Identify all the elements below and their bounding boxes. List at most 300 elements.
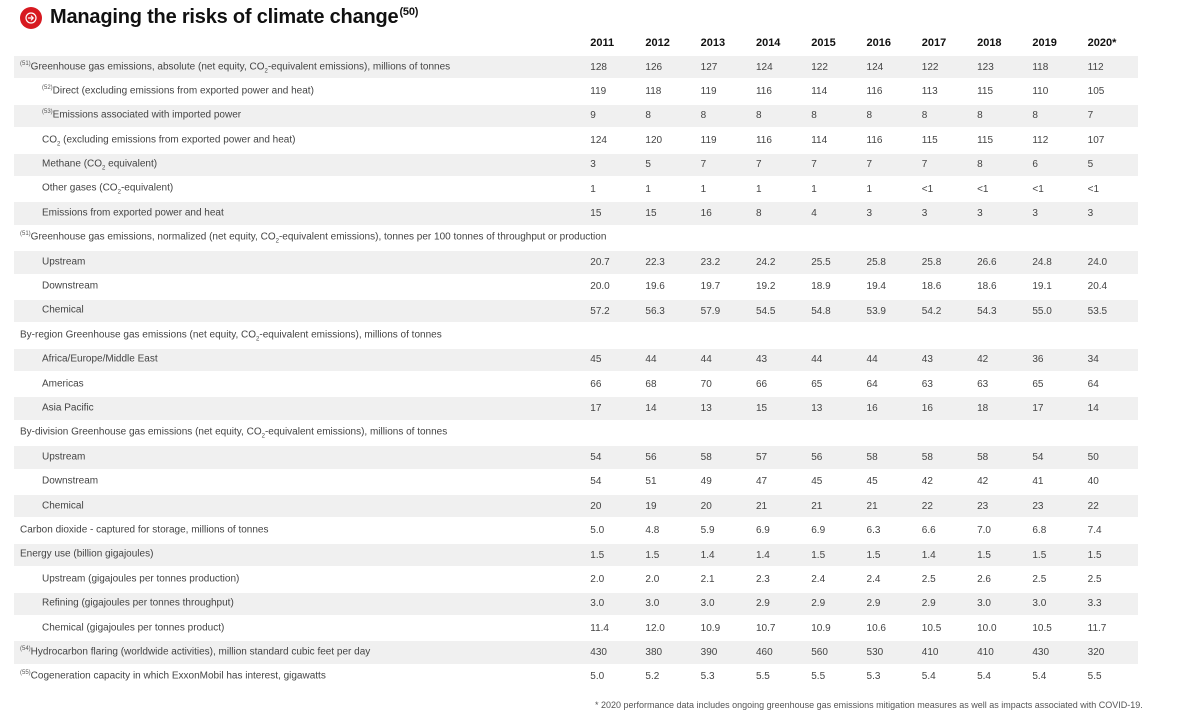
value-cell: 16 <box>916 397 971 419</box>
value-cell: 51 <box>645 476 657 488</box>
value-cell: 54 <box>1026 446 1081 468</box>
label-subscript: 2 <box>264 67 268 74</box>
label-subscript: 2 <box>275 238 279 245</box>
value-cell: 19 <box>639 495 694 517</box>
value-cell: 8 <box>750 105 805 127</box>
value-cell: 13 <box>695 397 750 419</box>
value-cell: 5 <box>1082 154 1138 176</box>
value-cell: 20 <box>695 495 750 517</box>
value-cell: 20 <box>584 495 639 517</box>
table-row <box>14 446 1138 468</box>
row-label <box>14 446 584 468</box>
value-cell: 3 <box>916 202 971 224</box>
footnote-ref: (51) <box>20 60 31 67</box>
value-cell: 114 <box>811 86 828 98</box>
value-cell: 21 <box>805 495 860 517</box>
row-label <box>14 105 584 127</box>
table-row <box>14 666 1138 688</box>
value-cell: 1 <box>700 183 707 195</box>
value-cell: 58 <box>695 446 750 468</box>
value-cell: 115 <box>921 134 938 146</box>
value-cell: 110 <box>1032 86 1049 98</box>
value-cell: 23.2 <box>695 251 750 273</box>
value-cell: 6 <box>1026 154 1081 176</box>
footnote-ref: (53) <box>42 109 53 116</box>
value-cell: 34 <box>1082 349 1138 371</box>
value-cell: 24.0 <box>1082 251 1138 273</box>
value-cell: 5.3 <box>700 671 715 683</box>
value-cell: 7 <box>861 154 916 176</box>
value-cell: 2.4 <box>866 573 881 585</box>
row-label <box>14 373 584 395</box>
value-cell: 66 <box>755 378 768 390</box>
value-cell: 5.5 <box>1087 671 1102 683</box>
year-header: 2013 <box>700 37 726 49</box>
value-cell: 23 <box>971 495 1026 517</box>
value-cell: 54 <box>584 446 639 468</box>
value-cell: 1.5 <box>971 544 1026 566</box>
value-cell: 5.9 <box>700 525 715 537</box>
value-cell: 2.9 <box>750 593 805 615</box>
value-cell: 23 <box>1026 495 1081 517</box>
value-cell: 2.5 <box>1032 573 1047 585</box>
row-label <box>14 666 584 688</box>
value-cell: 10.9 <box>811 622 831 634</box>
value-cell: 5.2 <box>645 671 660 683</box>
table-row <box>14 56 1138 78</box>
value-cell: 54.5 <box>750 300 805 322</box>
label-text-suffix: -equivalent) <box>120 182 174 194</box>
value-cell: 3 <box>861 202 916 224</box>
value-cell: 19.2 <box>755 281 776 293</box>
value-cell: 7 <box>916 154 971 176</box>
value-cell: 36 <box>1026 349 1081 371</box>
value-cell: 7 <box>695 154 750 176</box>
value-cell: 118 <box>1026 56 1081 78</box>
value-cell: 25.8 <box>916 251 971 273</box>
value-cell: 13 <box>805 397 860 419</box>
value-cell: 10.0 <box>977 622 997 634</box>
value-cell: 68 <box>645 378 657 390</box>
table-row <box>14 227 1138 249</box>
row-label <box>14 227 1138 249</box>
label-text: CO <box>42 134 57 146</box>
value-cell: 3 <box>1082 202 1138 224</box>
value-cell: 1 <box>755 183 762 195</box>
value-cell: 115 <box>977 86 994 98</box>
value-cell: 42 <box>921 476 933 488</box>
value-cell: 3.0 <box>695 593 750 615</box>
row-label <box>14 324 1138 346</box>
year-header: 2012 <box>645 37 670 49</box>
label-text-suffix: equivalent) <box>105 158 158 170</box>
value-cell: 3.3 <box>1082 593 1138 615</box>
label-text: Asia Pacific <box>42 402 94 414</box>
label-text: Upstream <box>42 255 86 267</box>
value-cell: 107 <box>1087 134 1105 146</box>
value-cell: 41 <box>1032 476 1044 488</box>
label-text: Emissions from exported power and heat <box>42 207 224 219</box>
value-cell: 58 <box>861 446 916 468</box>
value-cell: 21 <box>861 495 916 517</box>
value-cell: 22 <box>1082 495 1138 517</box>
value-cell: 7.0 <box>977 525 991 537</box>
value-cell: 6.8 <box>1032 525 1047 537</box>
value-cell: 124 <box>590 134 607 146</box>
value-cell: 105 <box>1087 86 1105 98</box>
row-label <box>14 641 584 663</box>
value-cell: 1.4 <box>750 544 805 566</box>
value-cell: 560 <box>805 641 860 663</box>
table-row <box>14 276 1138 298</box>
value-cell: 2.5 <box>921 573 936 585</box>
value-cell: <1 <box>1087 183 1100 195</box>
value-cell: 5.0 <box>590 525 605 537</box>
value-cell: 6.6 <box>921 525 936 537</box>
value-cell: 118 <box>645 86 662 98</box>
table-row <box>14 373 1138 395</box>
value-cell: 5.5 <box>811 671 826 683</box>
label-subscript: 2 <box>57 141 61 148</box>
value-cell: 7 <box>805 154 860 176</box>
value-cell: 7 <box>1082 105 1138 127</box>
label-text-suffix: (excluding emissions from exported power and heat) <box>60 134 296 146</box>
value-cell: 113 <box>921 86 938 98</box>
table-row <box>14 349 1138 371</box>
value-cell: 2.1 <box>700 573 715 585</box>
year-header: 2019 <box>1032 37 1057 49</box>
value-cell: 119 <box>700 134 717 146</box>
value-cell: 10.6 <box>866 622 886 634</box>
value-cell: 20.7 <box>584 251 639 273</box>
value-cell: 320 <box>1082 641 1138 663</box>
value-cell: 45 <box>811 476 823 488</box>
row-label <box>14 154 584 176</box>
table-row <box>14 300 1138 322</box>
value-cell: 19.1 <box>1032 281 1052 293</box>
value-cell: 53.9 <box>861 300 916 322</box>
value-cell: 54.8 <box>805 300 860 322</box>
label-subscript: 2 <box>102 165 106 172</box>
value-cell: 1 <box>811 183 817 195</box>
footnote-ref: (54) <box>20 645 31 652</box>
value-cell: <1 <box>1032 183 1044 195</box>
value-cell: 14 <box>1082 397 1138 419</box>
row-label <box>14 349 584 371</box>
label-text: Cogeneration capacity in which ExxonMobil has interest, gigawatts <box>30 670 326 682</box>
value-cell: 64 <box>866 378 878 390</box>
value-cell: 49 <box>700 476 712 488</box>
value-cell: 5.4 <box>921 671 936 683</box>
value-cell: 114 <box>811 134 828 146</box>
value-cell: 19.4 <box>866 281 886 293</box>
value-cell: 8 <box>750 202 805 224</box>
value-cell: 54.3 <box>971 300 1026 322</box>
table-row <box>14 154 1138 176</box>
value-cell: 22.3 <box>639 251 694 273</box>
value-cell: 57.2 <box>584 300 639 322</box>
year-header: 2017 <box>921 37 947 49</box>
emissions-table <box>14 30 1138 690</box>
value-cell: 1.5 <box>584 544 639 566</box>
value-cell: 43 <box>916 349 971 371</box>
value-cell: 116 <box>866 134 883 146</box>
value-cell: 44 <box>861 349 916 371</box>
value-cell: 16 <box>861 397 916 419</box>
value-cell: 18.6 <box>921 281 942 293</box>
value-cell: 44 <box>695 349 750 371</box>
value-cell: 5.5 <box>755 671 770 683</box>
value-cell: 8 <box>861 105 916 127</box>
value-cell: 20.4 <box>1087 281 1108 293</box>
value-cell: <1 <box>977 183 989 195</box>
row-label <box>14 422 1138 444</box>
value-cell: 2.5 <box>1087 573 1102 585</box>
value-cell: 119 <box>590 86 607 98</box>
label-subscript: 2 <box>117 189 121 196</box>
value-cell: 126 <box>639 56 694 78</box>
row-label <box>14 544 584 566</box>
value-cell: 128 <box>584 56 639 78</box>
value-cell: 50 <box>1082 446 1138 468</box>
value-cell: 3 <box>971 202 1026 224</box>
value-cell: 5.3 <box>866 671 881 683</box>
value-cell: 6.9 <box>811 525 826 537</box>
value-cell: 2.9 <box>805 593 860 615</box>
value-cell: 45 <box>866 476 878 488</box>
table-row <box>14 641 1138 663</box>
value-cell: 123 <box>971 56 1026 78</box>
label-text: Chemical (gigajoules per tonnes product) <box>42 621 225 633</box>
value-cell: 44 <box>639 349 694 371</box>
table-row <box>14 422 1138 444</box>
page-header <box>20 6 418 29</box>
value-cell: 122 <box>805 56 860 78</box>
value-cell: 3.0 <box>971 593 1026 615</box>
footnote-ref: (51) <box>20 231 31 238</box>
row-label <box>14 300 584 322</box>
value-cell: 1 <box>645 183 651 195</box>
value-cell: 66 <box>590 378 602 390</box>
value-cell: 55.0 <box>1026 300 1081 322</box>
row-label <box>14 397 584 419</box>
value-cell: 56.3 <box>639 300 694 322</box>
page-title: Managing the risks of climate change$^{(50)}$ <box>50 6 419 28</box>
value-cell: 17 <box>1026 397 1081 419</box>
value-cell: 2.0 <box>590 573 605 585</box>
value-cell: 8 <box>971 154 1026 176</box>
year-header: 2014 <box>755 37 781 49</box>
value-cell: 24.2 <box>750 251 805 273</box>
value-cell: 124 <box>861 56 916 78</box>
value-cell: 64 <box>1087 378 1099 390</box>
value-cell: 10.5 <box>921 622 942 634</box>
value-cell: 17 <box>584 397 639 419</box>
value-cell: 119 <box>700 86 717 98</box>
value-cell: 1.5 <box>1026 544 1081 566</box>
value-cell: 115 <box>977 134 994 146</box>
label-subscript: 2 <box>261 433 265 440</box>
year-header-row <box>14 32 1138 54</box>
label-text: Other gases (CO <box>42 182 118 194</box>
table-row <box>14 80 1138 102</box>
value-cell: 15 <box>584 202 639 224</box>
label-text: Direct (excluding emissions from exported power and heat) <box>52 85 314 97</box>
label-text: Americas <box>42 377 84 389</box>
value-cell: 58 <box>916 446 971 468</box>
value-cell: 460 <box>750 641 805 663</box>
label-column-header <box>14 32 584 54</box>
year-header: 2016 <box>866 37 891 49</box>
title-footnote-ref: (50) <box>399 6 419 19</box>
value-cell: 127 <box>695 56 750 78</box>
label-text: Refining (gigajoules per tonnes throughput) <box>42 597 234 609</box>
value-cell: 10.5 <box>1032 622 1052 634</box>
label-text: Energy use (billion gigajoules) <box>20 548 154 560</box>
value-cell: 6.3 <box>866 525 881 537</box>
row-label <box>14 568 584 590</box>
value-cell: 25.8 <box>861 251 916 273</box>
value-cell: 1 <box>590 183 596 195</box>
label-text: Chemical <box>42 304 84 316</box>
value-cell: 7 <box>750 154 805 176</box>
footnote-ref: (52) <box>42 84 53 91</box>
value-cell: 8 <box>639 105 694 127</box>
value-cell: 10.7 <box>755 622 776 634</box>
value-cell: 3.0 <box>1026 593 1081 615</box>
value-cell: 22 <box>916 495 971 517</box>
table-row <box>14 544 1138 566</box>
value-cell: 19.6 <box>645 281 665 293</box>
value-cell: 63 <box>921 378 933 390</box>
table-row <box>14 519 1138 541</box>
value-cell: 16 <box>695 202 750 224</box>
table-row <box>14 324 1138 346</box>
value-cell: 24.8 <box>1026 251 1081 273</box>
label-text-suffix: -equivalent emissions), millions of tonnes <box>264 426 448 438</box>
value-cell: 53.5 <box>1082 300 1138 322</box>
label-text: Carbon dioxide - captured for storage, millions of tonnes <box>20 524 269 536</box>
value-cell: 1.5 <box>639 544 694 566</box>
value-cell: 116 <box>866 86 883 98</box>
value-cell: 1.4 <box>695 544 750 566</box>
value-cell: 18.6 <box>977 281 997 293</box>
value-cell: 43 <box>750 349 805 371</box>
value-cell: 25.5 <box>805 251 860 273</box>
row-label <box>14 276 584 298</box>
value-cell: 8 <box>805 105 860 127</box>
value-cell: 5.4 <box>977 671 991 683</box>
arrow-right-circle-icon[interactable] <box>20 7 42 29</box>
label-text: By-region Greenhouse gas emissions (net equity, CO <box>20 329 257 341</box>
value-cell: 410 <box>916 641 971 663</box>
value-cell: 42 <box>977 476 989 488</box>
value-cell: 3 <box>584 154 639 176</box>
value-cell: 3 <box>1026 202 1081 224</box>
table-row <box>14 105 1138 127</box>
value-cell: 410 <box>971 641 1026 663</box>
value-cell: 3.0 <box>639 593 694 615</box>
value-cell: 2.9 <box>916 593 971 615</box>
value-cell: 390 <box>695 641 750 663</box>
footnote: * 2020 performance data includes ongoing greenhouse gas emissions mitigation measures as well as impacts associated with COVID-19. <box>595 700 1143 710</box>
label-text-suffix: -equivalent emissions), millions of tonnes <box>267 60 451 72</box>
year-header: 2015 <box>811 37 836 49</box>
label-text: Downstream <box>42 475 99 487</box>
value-cell: 14 <box>639 397 694 419</box>
table-row <box>14 397 1138 419</box>
value-cell: 2.9 <box>861 593 916 615</box>
value-cell: 1.5 <box>1082 544 1138 566</box>
value-cell: 5.0 <box>590 671 605 683</box>
row-label <box>14 56 584 78</box>
label-text: Africa/Europe/Middle East <box>42 353 158 365</box>
value-cell: 65 <box>1032 378 1044 390</box>
value-cell: 3.0 <box>584 593 639 615</box>
row-label <box>14 129 584 151</box>
value-cell: 19.7 <box>700 281 721 293</box>
value-cell: 4.8 <box>645 525 660 537</box>
value-cell: 4 <box>805 202 860 224</box>
value-cell: 2.6 <box>977 573 991 585</box>
value-cell: 120 <box>645 134 663 146</box>
value-cell: 380 <box>639 641 694 663</box>
value-cell: 8 <box>1026 105 1081 127</box>
label-text-suffix: -equivalent emissions), tonnes per 100 tonnes of throughput or production <box>278 231 607 243</box>
label-text: Greenhouse gas emissions, absolute (net equity, CO <box>30 60 265 72</box>
table-row <box>14 495 1138 517</box>
row-label <box>14 617 584 639</box>
year-header: 2020* <box>1087 37 1117 49</box>
value-cell: 57 <box>750 446 805 468</box>
value-cell: 12.0 <box>645 622 665 634</box>
value-cell: 65 <box>811 378 823 390</box>
row-label <box>14 202 584 224</box>
table-row <box>14 617 1138 639</box>
label-text-suffix: -equivalent emissions), millions of tonnes <box>259 329 442 341</box>
row-label <box>14 593 584 615</box>
table-row <box>14 251 1138 273</box>
value-cell: 124 <box>750 56 805 78</box>
value-cell: 1.5 <box>805 544 860 566</box>
table-row <box>14 202 1138 224</box>
value-cell: <1 <box>921 183 934 195</box>
label-text: Hydrocarbon flaring (worldwide activities), million standard cubic feet per day <box>30 646 371 658</box>
value-cell: 44 <box>805 349 860 371</box>
value-cell: 47 <box>755 476 768 488</box>
value-cell: 57.9 <box>695 300 750 322</box>
label-subscript: 2 <box>256 336 260 343</box>
value-cell: 116 <box>755 86 772 98</box>
value-cell: 6.9 <box>755 525 770 537</box>
table-row <box>14 568 1138 590</box>
row-label <box>14 471 584 493</box>
value-cell: 26.6 <box>971 251 1026 273</box>
value-cell: 116 <box>755 134 772 146</box>
row-label <box>14 495 584 517</box>
value-cell: 18.9 <box>811 281 831 293</box>
value-cell: 1 <box>866 183 873 195</box>
value-cell: 9 <box>584 105 639 127</box>
value-cell: 5.4 <box>1032 671 1047 683</box>
label-text: Downstream <box>42 280 99 292</box>
label-text: Methane (CO <box>42 158 103 170</box>
value-cell: 8 <box>971 105 1026 127</box>
table-body <box>14 56 1138 688</box>
value-cell: 56 <box>639 446 694 468</box>
value-cell: 7.4 <box>1087 525 1102 537</box>
label-text: Chemical <box>42 499 84 511</box>
